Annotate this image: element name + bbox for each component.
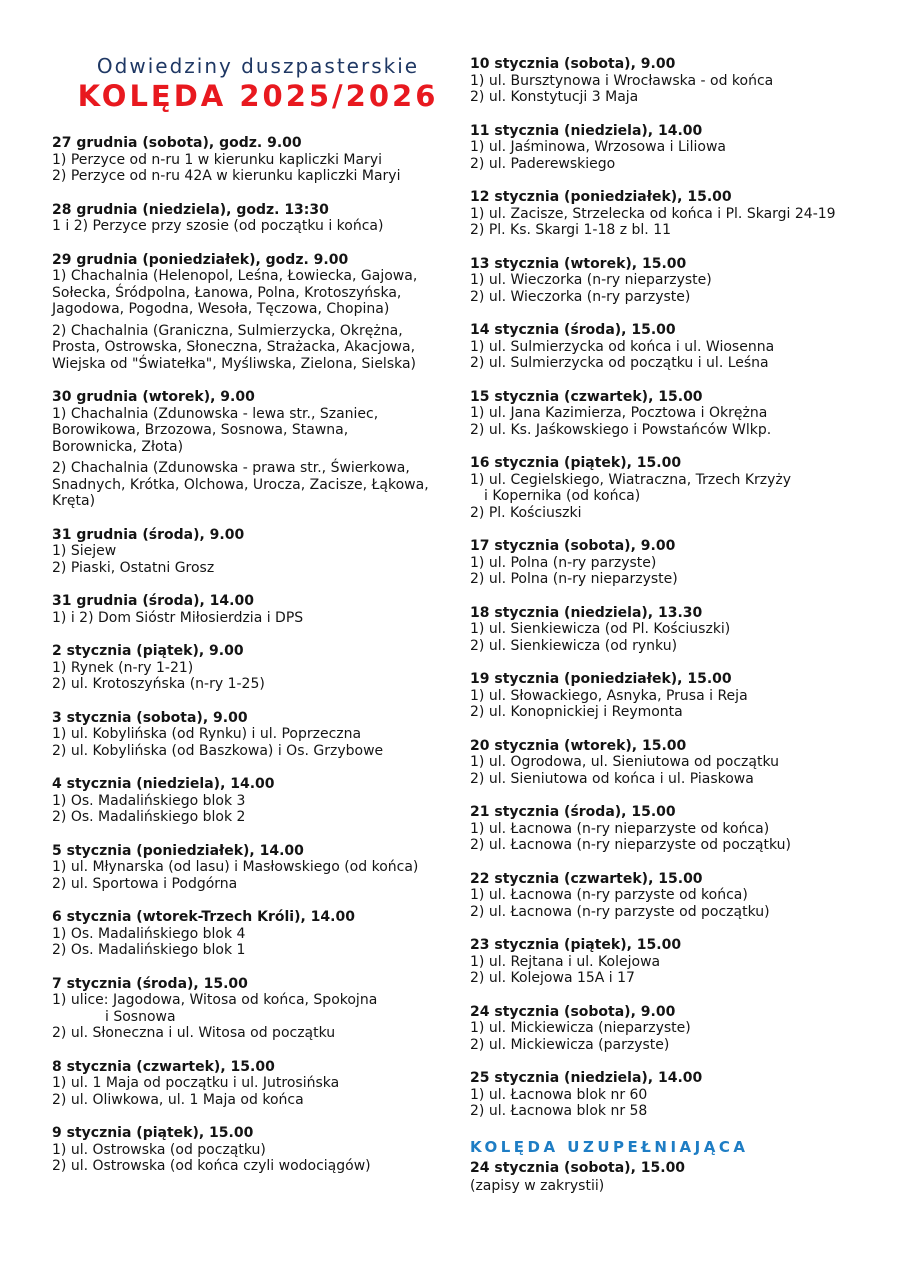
left-entries-list	[52, 135, 464, 1175]
title-main: KOLĘDA 2025/2026	[77, 79, 439, 113]
schedule-entry	[470, 671, 896, 721]
entry-date-heading: 13 stycznia (wtorek), 15.00	[470, 255, 687, 272]
entry-item-line: 1) ul. Sulmierzycka od końca i ul. Wiosenna	[470, 338, 775, 355]
entry-item-line: 1) ul. Ostrowska (od początku)	[52, 1141, 266, 1158]
entry-date-heading: 23 stycznia (piątek), 15.00	[470, 937, 682, 953]
entry-item-line: 1) ul. Słowackiego, Asnyka, Prusa i Reja	[470, 687, 748, 704]
entry-date-heading: 29 grudnia (poniedziałek), godz. 9.00	[52, 251, 349, 268]
entry-item-line: 1) Siejew	[52, 543, 117, 559]
entry-item-line: 1) Chachalnia (Helenopol, Leśna, Łowiecka, Gajowa,	[52, 268, 418, 284]
schedule-entry	[52, 252, 464, 373]
schedule-entry	[52, 710, 464, 760]
schedule-entry	[470, 123, 896, 173]
schedule-entry	[52, 1125, 464, 1175]
schedule-entry	[52, 843, 464, 893]
entry-date-heading: 24 stycznia (sobota), 9.00	[470, 1003, 676, 1020]
schedule-entry	[470, 189, 896, 239]
entry-date-heading: 28 grudnia (niedziela), godz. 13:30	[52, 201, 329, 218]
entry-item-line: 1) ul. Mickiewicza (nieparzyste)	[470, 1020, 691, 1036]
entry-item-line: 2) Pl. Ks. Skargi 1-18 z bl. 11	[470, 222, 672, 238]
entry-item-line: 1) Rynek (n-ry 1-21)	[52, 659, 194, 676]
entry-item-line: 1) ul. Jana Kazimierza, Pocztowa i Okrężna	[470, 405, 768, 421]
schedule-entry	[52, 389, 464, 510]
entry-item-line: 2) ul. Kolejowa 15A i 17	[470, 970, 635, 986]
entry-item-line: 2) ul. Ks. Jaśkowskiego i Powstańców Wlkp.	[470, 421, 772, 438]
entry-item-line: i Sosnowa	[105, 1008, 176, 1025]
right-entries-list	[470, 56, 896, 1120]
entry-item-line: 1 i 2) Perzyce przy szosie (od początku i końca)	[52, 218, 384, 234]
entry-item-line: 2) ul. Krotoszyńska (n-ry 1-25)	[52, 676, 265, 692]
schedule-entry	[52, 976, 464, 1042]
schedule-entry	[52, 135, 464, 185]
entry-date-heading: 15 stycznia (czwartek), 15.00	[470, 388, 703, 405]
schedule-entry	[52, 643, 464, 693]
entry-item-line: Borowikowa, Brzozowa, Sosnowa, Stawna,	[52, 422, 349, 438]
entry-item-line: 1) ul. Bursztynowa i Wrocławska - od końca	[470, 72, 774, 89]
entry-item-line: 2) ul. Polna (n-ry nieparzyste)	[470, 571, 678, 587]
entry-item-line: 2) ul. Słoneczna i ul. Witosa od początku	[52, 1025, 336, 1041]
entry-item-line: 2) ul. Sieniutowa od końca i ul. Piaskowa	[470, 770, 754, 787]
entry-date-heading: 9 stycznia (piątek), 15.00	[52, 1125, 254, 1141]
entry-item-line: 1) ul. Wieczorka (n-ry nieparzyste)	[470, 272, 712, 288]
schedule-entry	[52, 1059, 464, 1109]
entry-item-line: 2) ul. Konopnickiej i Reymonta	[470, 704, 683, 720]
schedule-entry	[470, 1070, 896, 1120]
entry-item-line: 1) ul. Sienkiewicza (od Pl. Kościuszki)	[470, 621, 731, 637]
entry-item-line: Jagodowa, Pogodna, Wesoła, Tęczowa, Chopina)	[52, 301, 390, 317]
entry-item-line: Borownicka, Złota)	[52, 438, 184, 455]
entry-item-line: 1) ul. Łacnowa (n-ry parzyste od końca)	[470, 887, 748, 903]
entry-item-line: 2) Perzyce od n-ru 42A w kierunku kapliczki Maryi	[52, 168, 401, 184]
entry-item-line: i Kopernika (od końca)	[484, 488, 641, 504]
entry-date-heading: 25 stycznia (niedziela), 14.00	[470, 1070, 703, 1086]
entry-item-line: 1) ul. Zacisze, Strzelecka od końca i Pl. Skargi 24-19	[470, 205, 836, 222]
schedule-entry	[470, 56, 896, 106]
entry-item-line: 2) Os. Madalińskiego blok 1	[52, 942, 246, 958]
entry-date-heading: 3 stycznia (sobota), 9.00	[52, 709, 248, 726]
schedule-entry	[470, 871, 896, 921]
entry-item-line: 1) ul. Rejtana i ul. Kolejowa	[470, 953, 661, 970]
schedule-entry	[470, 256, 896, 306]
entry-date-heading: 21 stycznia (środa), 15.00	[470, 804, 676, 820]
entry-date-heading: 19 stycznia (poniedziałek), 15.00	[470, 671, 732, 687]
entry-item-line: 1) ul. Jaśminowa, Wrzosowa i Liliowa	[470, 139, 727, 155]
entry-item-line: Sołecka, Śródpolna, Łanowa, Polna, Krotoszyńska,	[52, 284, 402, 301]
entry-date-heading: 18 stycznia (niedziela), 13.30	[470, 604, 703, 621]
entry-item-line: Kręta)	[52, 493, 96, 509]
entry-item-line: 1) i 2) Dom Sióstr Miłosierdzia i DPS	[52, 609, 304, 626]
entry-item-line: 2) ul. Konstytucji 3 Maja	[470, 89, 639, 105]
schedule-entry	[52, 776, 464, 826]
entry-item-line: 1) ul. Cegielskiego, Wiatraczna, Trzech Krzyży	[470, 471, 792, 488]
schedule-entry	[52, 593, 464, 626]
entry-date-heading: 20 stycznia (wtorek), 15.00	[470, 737, 687, 754]
entry-item-line: 1) Os. Madalińskiego blok 4	[52, 925, 246, 942]
entry-item-line: 1) ul. Łacnowa blok nr 60	[470, 1086, 648, 1103]
entry-date-heading: 6 stycznia (wtorek-Trzech Króli), 14.00	[52, 909, 355, 925]
entry-item-line: Snadnych, Krótka, Olchowa, Urocza, Zacisze, Łąkowa,	[52, 476, 429, 493]
supplement-section	[470, 1137, 896, 1195]
entry-item-line: 1) ul. Ogrodowa, ul. Sieniutowa od początku	[470, 754, 780, 770]
entry-item-line: 2) ul. Paderewskiego	[470, 155, 616, 172]
entry-date-heading: 7 stycznia (środa), 15.00	[52, 975, 248, 992]
entry-item-line: 1) Chachalnia (Zdunowska - lewa str., Szaniec,	[52, 405, 379, 422]
entry-item-line: 2) Pl. Kościuszki	[470, 504, 582, 521]
entry-item-line: 2) Os. Madalińskiego blok 2	[52, 809, 246, 825]
entry-item-line: 2) ul. Łacnowa (n-ry nieparzyste od początku)	[470, 837, 791, 853]
entry-date-heading: 30 grudnia (wtorek), 9.00	[52, 389, 255, 405]
entry-item-line: 1) Os. Madalińskiego blok 3	[52, 792, 246, 809]
schedule-entry	[470, 1004, 896, 1054]
entry-date-heading: 12 stycznia (poniedziałek), 15.00	[470, 189, 732, 205]
entry-item-line: 2) ul. Sportowa i Podgórna	[52, 875, 238, 892]
supplement-title: KOLĘDA UZUPEŁNIAJĄCA	[470, 1137, 749, 1156]
schedule-entry	[470, 389, 896, 439]
schedule-entry	[470, 738, 896, 788]
entry-item-line: 1) ul. Polna (n-ry parzyste)	[470, 554, 657, 571]
entry-date-heading: 2 stycznia (piątek), 9.00	[52, 643, 244, 659]
entry-date-heading: 27 grudnia (sobota), godz. 9.00	[52, 135, 302, 151]
entry-date-heading: 16 stycznia (piątek), 15.00	[470, 455, 682, 471]
schedule-entry	[52, 527, 464, 577]
document-title	[52, 53, 464, 113]
entry-item-line: 1) ul. Łacnowa (n-ry nieparzyste od końca)	[470, 820, 770, 837]
entry-item-line: 2) ul. Wieczorka (n-ry parzyste)	[470, 288, 691, 305]
entry-item-line: 2) ul. Sulmierzycka od początku i ul. Leśna	[470, 355, 769, 371]
entry-item-line: Wiejska od "Światełka", Myśliwska, Zielona, Sielska)	[52, 355, 417, 372]
entry-date-heading: 8 stycznia (czwartek), 15.00	[52, 1058, 275, 1075]
entry-date-heading: 17 stycznia (sobota), 9.00	[470, 538, 676, 554]
entry-item-line: 2) ul. Ostrowska (od końca czyli wodociągów)	[52, 1158, 371, 1174]
supplement-note: (zapisy w zakrystii)	[470, 1177, 605, 1194]
schedule-entry	[470, 605, 896, 655]
entry-item-line: 2) Chachalnia (Graniczna, Sulmierzycka, Okrężna,	[52, 322, 403, 339]
entry-item-line: Prosta, Ostrowska, Słoneczna, Strażacka, Akacjowa,	[52, 339, 416, 355]
entry-item-line: 1) ul. 1 Maja od początku i ul. Jutrosińska	[52, 1075, 340, 1091]
title-subtitle: Odwiedziny duszpasterskie	[96, 54, 420, 78]
schedule-entry	[470, 937, 896, 987]
entry-item-line: 1) ulice: Jagodowa, Witosa od końca, Spokojna	[52, 992, 378, 1008]
entry-item-line: 2) ul. Sienkiewicza (od rynku)	[470, 637, 678, 654]
supplement-date-heading: 24 stycznia (sobota), 15.00	[470, 1159, 686, 1176]
entry-item-line: 1) Perzyce od n-ru 1 w kierunku kapliczki Maryi	[52, 151, 382, 168]
entry-date-heading: 22 stycznia (czwartek), 15.00	[470, 870, 703, 887]
entry-date-heading: 31 grudnia (środa), 9.00	[52, 526, 245, 543]
entry-date-heading: 10 stycznia (sobota), 9.00	[470, 56, 676, 72]
entry-item-line: 2) Piaski, Ostatni Grosz	[52, 559, 215, 576]
entry-date-heading: 31 grudnia (środa), 14.00	[52, 593, 254, 609]
entry-item-line: 2) ul. Łacnowa blok nr 58	[470, 1103, 648, 1119]
schedule-entry	[470, 538, 896, 588]
schedule-entry	[470, 804, 896, 854]
schedule-entry	[52, 202, 464, 235]
schedule-entry	[52, 909, 464, 959]
schedule-entry	[470, 455, 896, 521]
entry-item-line: 1) ul. Kobylińska (od Rynku) i ul. Poprzeczna	[52, 726, 362, 742]
entry-item-line: 2) ul. Łacnowa (n-ry parzyste od początku)	[470, 903, 770, 920]
schedule-entry	[470, 322, 896, 372]
entry-date-heading: 4 stycznia (niedziela), 14.00	[52, 776, 275, 792]
entry-item-line: 2) ul. Kobylińska (od Baszkowa) i Os. Grzybowe	[52, 742, 384, 759]
entry-item-line: 2) ul. Oliwkowa, ul. 1 Maja od końca	[52, 1091, 304, 1108]
entry-date-heading: 14 stycznia (środa), 15.00	[470, 322, 676, 338]
entry-date-heading: 5 stycznia (poniedziałek), 14.00	[52, 842, 304, 859]
entry-item-line: 2) Chachalnia (Zdunowska - prawa str., Świerkowa,	[52, 460, 410, 476]
entry-date-heading: 11 stycznia (niedziela), 14.00	[470, 122, 703, 139]
entry-item-line: 2) ul. Mickiewicza (parzyste)	[470, 1036, 670, 1053]
left-column	[52, 53, 464, 1192]
entry-item-line: 1) ul. Młynarska (od lasu) i Masłowskiego (od końca)	[52, 859, 419, 875]
right-column	[470, 56, 896, 1195]
